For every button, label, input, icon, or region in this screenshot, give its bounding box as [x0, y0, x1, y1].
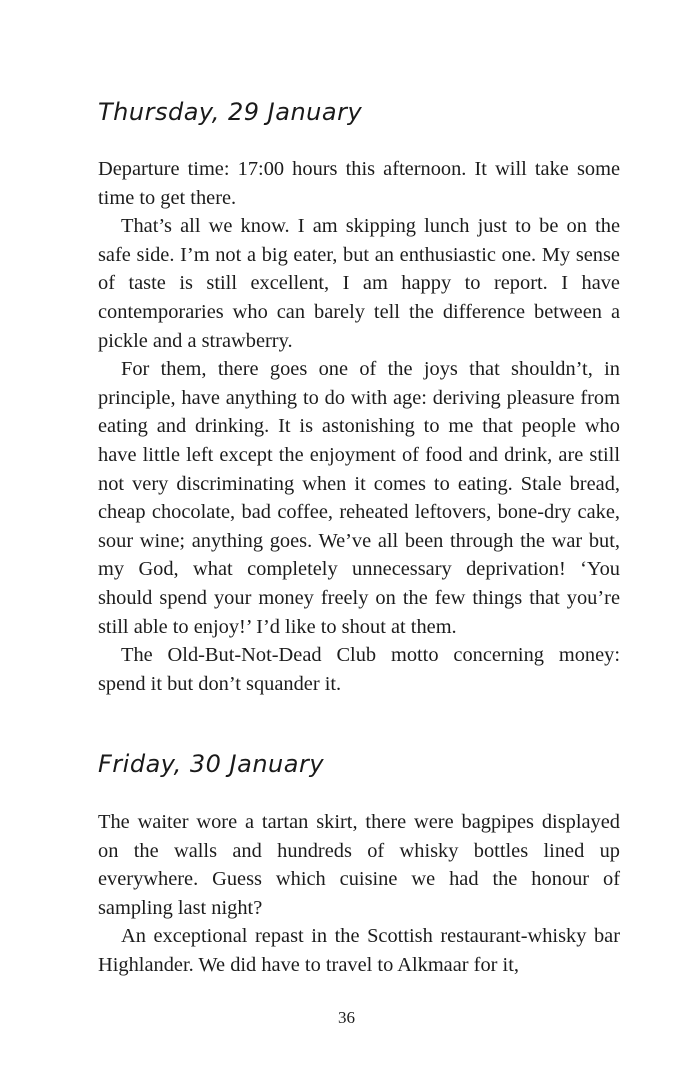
- entry-heading-thursday: Thursday, 29 January: [98, 98, 363, 126]
- paragraph: The Old-But-Not-Dead Club motto concerning money: spend it but don’t squander it.: [98, 644, 620, 695]
- paragraph: That’s all we know. I am skipping lunch just to be on the safe side. I’m not a big eater, but an enthusiastic one. My sense of taste is still excellent, I am happy to report. I have contemporaries who can barely tell the difference between a pickle and a strawberry.: [98, 215, 620, 352]
- entry-heading-friday: Friday, 30 January: [98, 750, 325, 778]
- paragraph: For them, there goes one of the joys that shouldn’t, in principle, have anything to do with age: deriving pleasure from eating and drinking. It is astonishing to me that people who have little left except the enjoyment of food and drink, are still not very discriminating when it comes to eating. Stale bread, cheap chocolate, bad coffee, reheated leftovers, bone-dry cake, sour wine; anything goes. We’ve all been through the war but, my God, what completely unnecessary deprivation! ‘You should spend your money freely on the few things that you’re still able to enjoy!’ I’d like to shout at them.: [98, 358, 620, 638]
- entry-body-thursday: [98, 155, 620, 698]
- paragraph: Departure time: 17:00 hours this afternoon. It will take some time to get there.: [98, 158, 620, 209]
- page-number: 36: [338, 1008, 355, 1027]
- paragraph: The waiter wore a tartan skirt, there were bagpipes displayed on the walls and hundreds of whisky bottles lined up everywhere. Guess which cuisine we had the honour of sampling last night?: [98, 811, 620, 919]
- entry-body-friday: [98, 808, 620, 980]
- paragraph: An exceptional repast in the Scottish restaurant-whisky bar Highlander. We did have to travel to Alkmaar for it,: [98, 925, 620, 976]
